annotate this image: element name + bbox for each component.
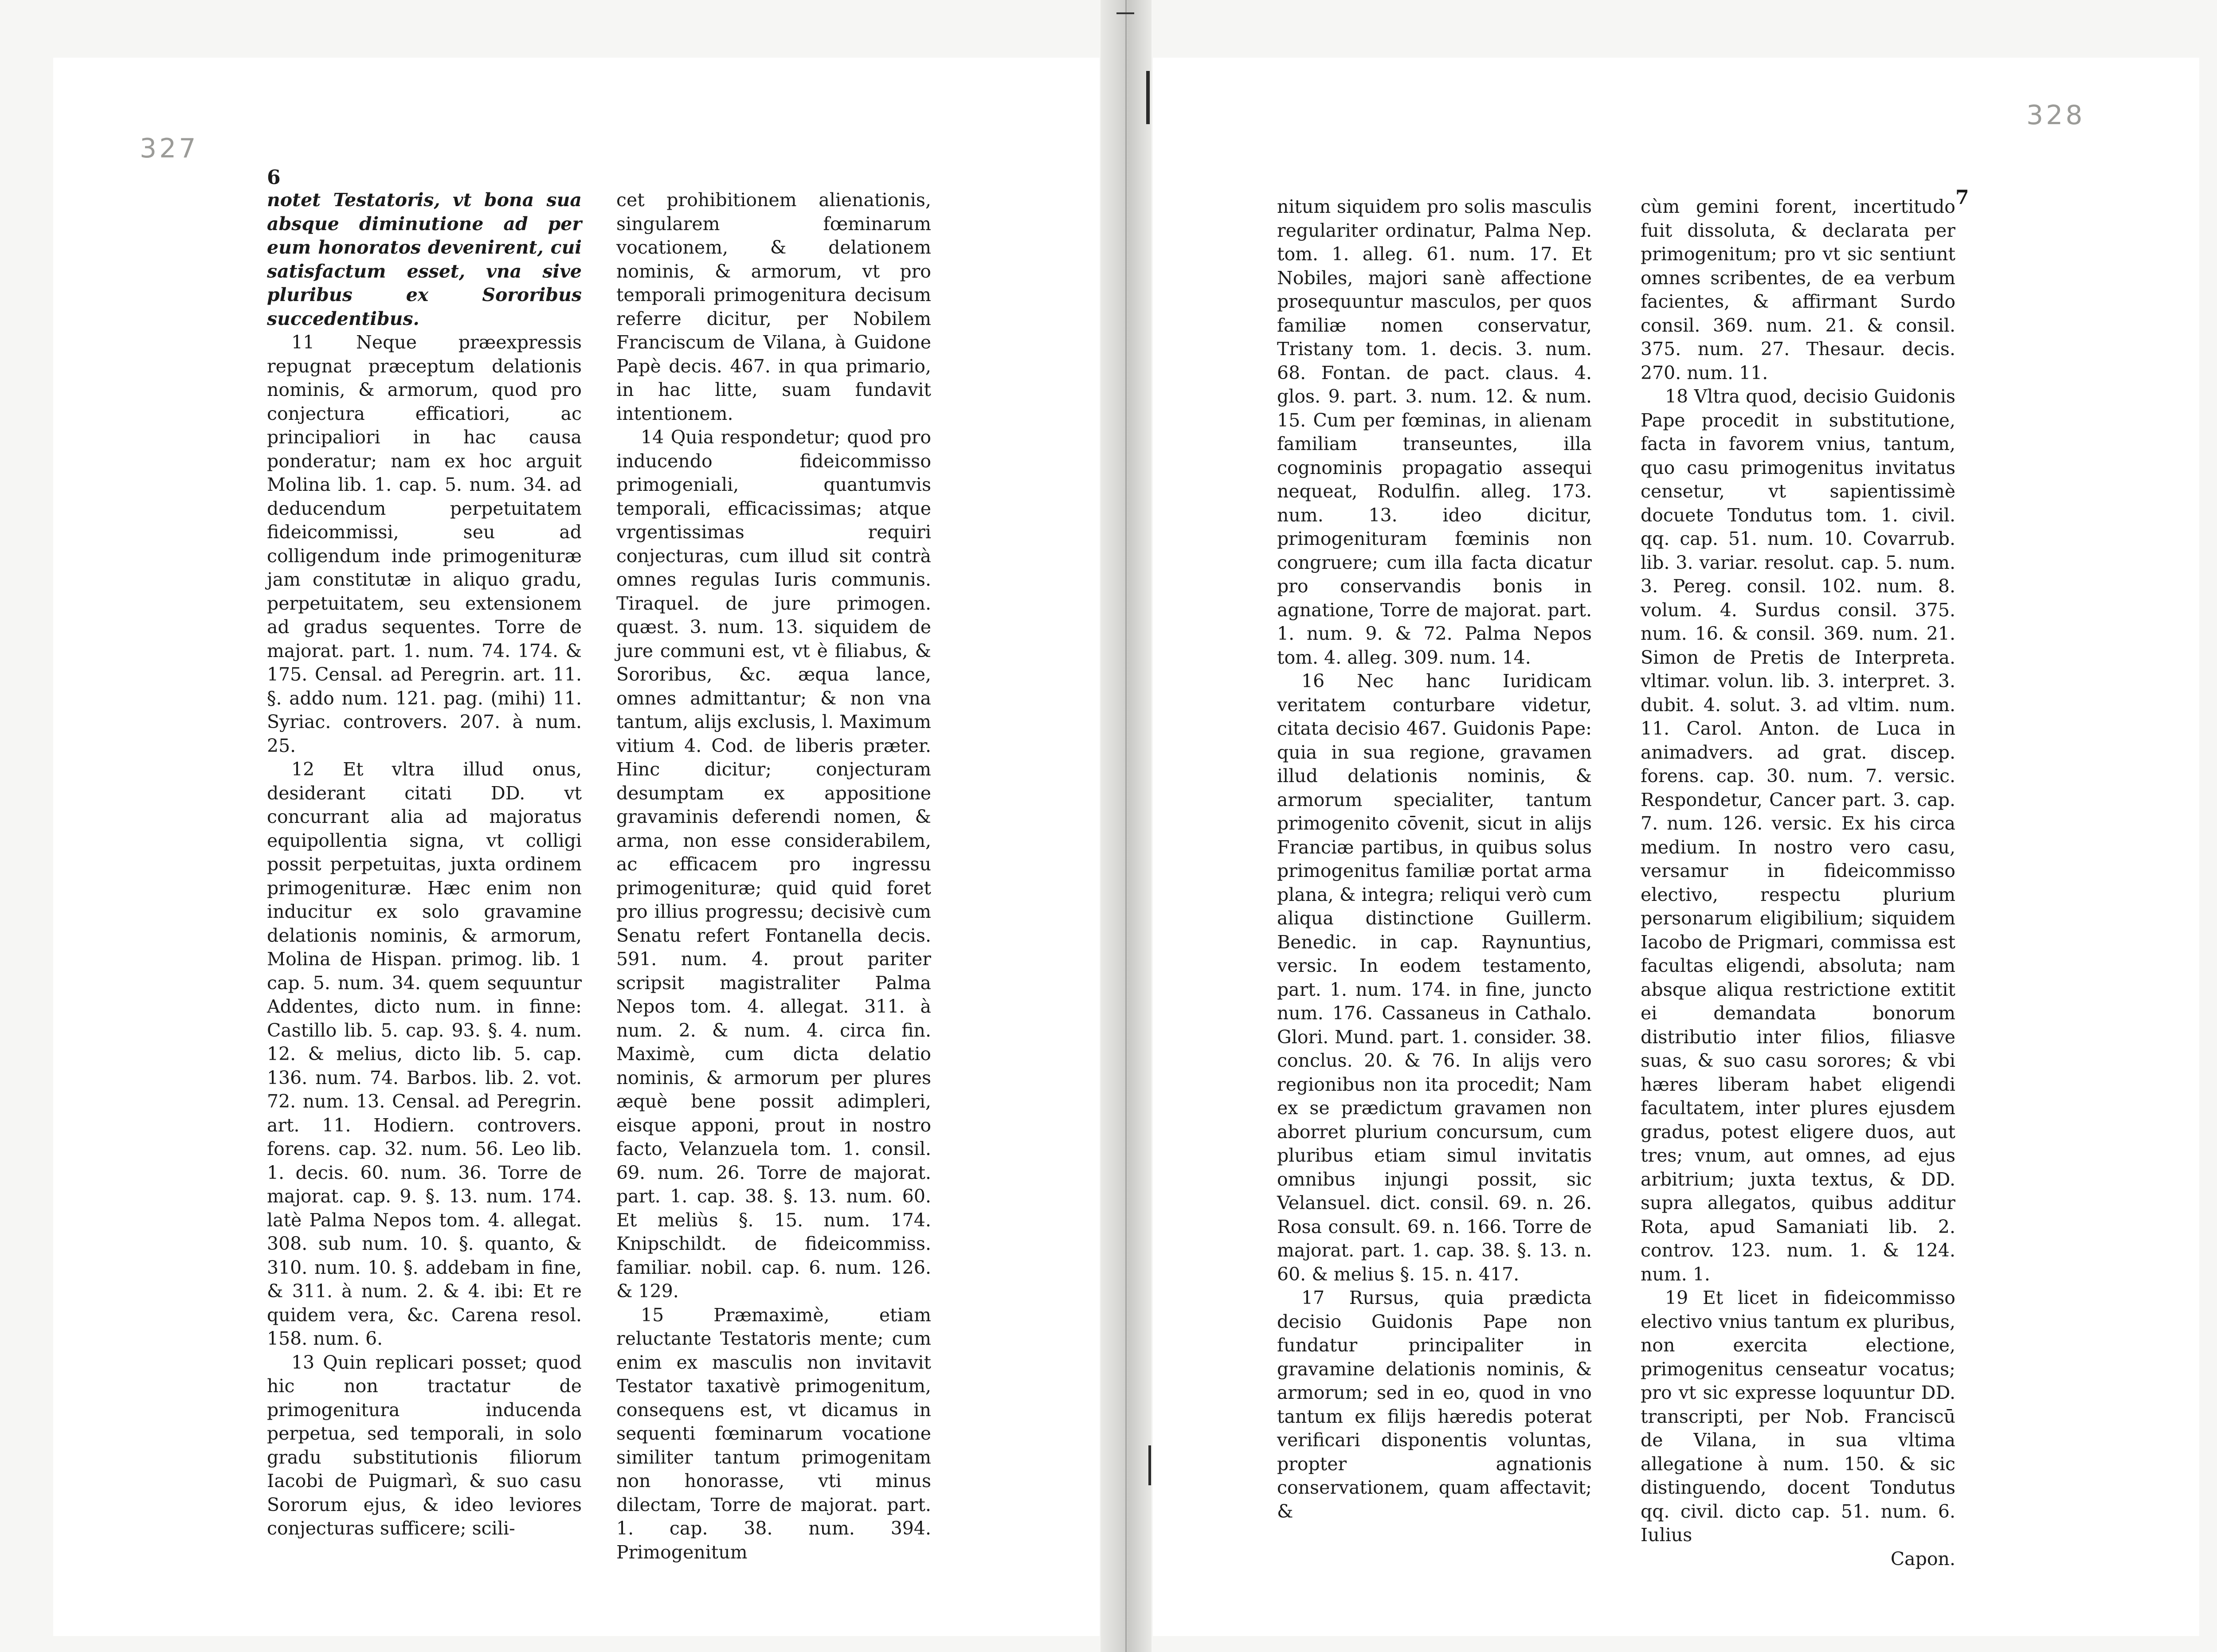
left-column-1 (267, 188, 582, 1541)
right-column-1 (1277, 195, 1592, 1523)
paragraph: 19 Et licet in fideicommisso electivo vnius tantum ex pluribus, non exercita electione, primogenitus censeatur vocatus; pro vt sic expresse loquuntur DD. transcripti, per Nob. Franciscū de Vilana, in sua vltima allegatione à num. 150. & sic distinguendo, docent Tondutus qq. civil. dicto cap. 51. num. 6. Iulius (1641, 1287, 1955, 1546)
right-column-2 (1641, 195, 1955, 1571)
paragraph: 18 Vltra quod, decisio Guidonis Pape procedit in substitutione, facta in favorem vnius, tantum, quo casu primogenitus invitatus censetur, vt sapientissimè docuete Tondutus tom. 1. civil. qq. cap. 51. num. 10. Covarrub. lib. 3. variar. resolut. cap. 5. num. 3. Pereg. consil. 102. num. 8. volum. 4. Surdus consil. 375. num. 16. & consil. 369. num. 21. Simon de Pretis de Interpreta. vltimar. volun. lib. 3. interpret. 3. dubit. 4. solut. 3. ad vltim. num. 11. Carol. Anton. de Luca in animadvers. ad grat. discep. forens. cap. 30. num. 7. versic. Respondetur, Cancer part. 3. cap. 7. num. 126. versic. Ex his circa medium. In nostro vero casu, versamur in fideicommisso electivo, respectu plurium personarum eligibilium; siquidem Iacobo de Prigmari, commissa est facultas eligendi, absoluta; nam absque aliqua restrictione extitit ei demandata bonorum distributio inter filios, filiasve suas, & suo casu sorores; & vbi hæres liberam habet eligendi facultatem, inter plures ejusdem gradus, potest eligere duos, aut tres; vnum, aut omnes, ad ejus arbitrium; juxta textus, & DD. supra allegatos, quibus additur Rota, apud Samaniati lib. 2. controv. 123. num. 1. & 124. num. 1. (1641, 386, 1955, 1285)
page-number-left: 6 (267, 166, 281, 189)
paragraph: 17 Rursus, quia prædicta decisio Guidonis Pape non fundatur principaliter in gravamine delationis nominis, & armorum; sed in eo, quod in vno tantum ex filijs hæredis poterat verificari disponentis voluntas, propter agnationis conservationem, quam affectavit; & (1277, 1287, 1592, 1522)
gutter-blot (1148, 1445, 1151, 1485)
gutter-blot (1146, 71, 1150, 124)
paragraph: cet prohibitionem alienationis, singularem fœminarum vocationem, & delationem nominis, & armorum, vt pro temporali primogenitura decisum referre dicitur, per Nobilem Franciscum de Vilana, à Guidone Papè decis. 467. in qua primario, in hac litte, suam fundavit intentionem. (616, 189, 931, 424)
paragraph: 12 Et vltra illud onus, desiderant citati DD. vt concurrant alia ad majoratus equipollentia signa, vt colligi possit perpetuitas, juxta ordinem primogenituræ. Hæc enim non inducitur ex solo gravamine delationis nominis, & armorum, Molina de Hispan. primog. lib. 1 cap. 5. num. 34. quem sequuntur Addentes, dicto num. in finne: Castillo lib. 5. cap. 93. §. 4. num. 12. & melius, dicto lib. 5. cap. 136. num. 74. Barbos. lib. 2. vot. 72. num. 13. Censal. ad Peregrin. art. 11. Hodiern. controvers. forens. cap. 32. num. 56. Leo lib. 1. decis. 60. num. 36. Torre de majorat. cap. 9. §. 13. num. 174. latè Palma Nepos tom. 4. allegat. 308. sub num. 10. §. quanto, & 310. num. 10. §. addebam in fine, & 311. à num. 2. & 4. ibi: Et re quidem vera, &c. Carena resol. 158. num. 6. (267, 759, 582, 1349)
paragraph: 13 Quin replicari posset; quod hic non tractatur de primogenitura inducenda perpetua, sed temporali, in solo gradu substitutionis filiorum Iacobi de Puigmarì, & suo casu Sororum ejus, & ideo leviores conjecturas sufficere; scili- (267, 1351, 582, 1539)
catchword: Capon. (1890, 1548, 1955, 1570)
handwritten-folio-left: 327 (140, 133, 199, 164)
paragraph: notet Testatoris, vt bona sua absque diminutione ad per eum honoratos devenirent, cui satisfactum esset, vna sive pluribus ex Sororibus succedentibus. (267, 189, 582, 329)
paragraph: cùm gemini forent, incertitudo fuit dissoluta, & declarata per primogenitum; pro vt sic sentiunt omnes scribentes, de ea verbum facientes, & affirmant Surdo consil. 369. num. 21. & consil. 375. num. 27. Thesaur. decis. 270. num. 11. (1641, 196, 1955, 384)
paragraph: 16 Nec hanc Iuridicam veritatem conturbare videtur, citata decisio 467. Guidonis Pape: quia in sua regione, gravamen illud delationis nominis, & armorum specialiter, tantum primogenito cōvenit, sicut in alijs Franciæ partibus, in quibus solus primogenitus familiæ portat arma plana, & integra; reliqui verò cum aliqua distinctione Guillerm. Benedic. in cap. Raynuntius, versic. In eodem testamento, part. 1. num. 174. in fine, juncto num. 176. Cassaneus in Cathalo. Glori. Mund. part. 1. consider. 38. conclus. 20. & 76. In alijs vero regionibus non ita procedit; Nam ex se prædictum gravamen non aborret plurium concursum, cum pluribus etiam simul invitatis omnibus injungi possit, sic Velansuel. dict. consil. 69. n. 26. Rosa consult. 69. n. 166. Torre de majorat. part. 1. cap. 38. §. 13. n. 60. & melius §. 15. n. 417. (1277, 670, 1592, 1285)
handwritten-folio-right: 328 (2026, 100, 2085, 131)
paragraph: nitum siquidem pro solis masculis regulariter ordinatur, Palma Nep. tom. 1. alleg. 61. num. 17. Et Nobiles, majori sanè affectione prosequuntur masculos, per quos familiæ nomen conservatur, Tristany tom. 1. decis. 3. num. 68. Fontan. de pact. claus. 4. glos. 9. part. 3. num. 12. & num. 15. Cum per fœminas, in alienam familiam transeuntes, illa cognominis propagatio assequi nequeat, Rodulfin. alleg. 173. num. 13. ideo dicitur, primogenituram fœminis non congruere; cum illa facta dicatur pro conservandis bonis in agnatione, Torre de majorat. part. 1. num. 9. & 72. Palma Nepos tom. 4. alleg. 309. num. 14. (1277, 196, 1592, 668)
page-number-right: 7 (1955, 186, 1969, 209)
left-column-2 (616, 188, 931, 1564)
paragraph: 14 Quia respondetur; quod pro inducendo fideicommisso primogeniali, quantumvis temporali, efficacissimas; atque vrgentissimas requiri conjecturas, cum illud sit contrà omnes regulas Iuris communis. Tiraquel. de jure primogen. quæst. 3. num. 13. siquidem de jure communi est, vt è filiabus, & Sororibus, &c. æqua lance, omnes admittantur; & non vna tantum, alijs exclusis, l. Maximum vitium 4. Cod. de liberis præter. Hinc dicitur; conjecturam desumptam ex appositione gravaminis deferendi nomen, & arma, non esse considerabilem, ac efficacem pro ingressu primogenituræ; quid quid foret pro illius progressu; decisivè cum Senatu refert Fontanella decis. 591. num. 4. prout pariter scripsit magistraliter Palma Nepos tom. 4. allegat. 311. à num. 2. & num. 4. circa fin. Maximè, cum dicta delatio nominis, & armorum per plures æquè bene possit adimpleri, eisque apponi, prout in nostro facto, Velanzuela tom. 1. consil. 69. num. 26. Torre de majorat. part. 1. cap. 38. §. 13. num. 60. Et meliùs §. 15. num. 174. Knipschildt. de fideicommiss. familiar. nobil. cap. 6. num. 126. & 129. (616, 427, 931, 1302)
paragraph: 11 Neque præexpressis repugnat præceptum delationis nominis, & armorum, quod pro conjectura efficatiori, ac principaliori in hac causa ponderatur; nam ex hoc arguit Molina lib. 1. cap. 5. num. 34. ad deducendum perpetuitatem fideicommissi, seu ad colligendum inde primogenituræ jam constitutæ in aliquo gradu, perpetuitatem, seu extensionem ad gradus sequentes. Torre de majorat. part. 1. num. 74. 174. & 175. Censal. ad Peregrin. art. 11. §. addo num. 121. pag. (mihi) 11. Syriac. controvers. 207. à num. 25. (267, 332, 582, 756)
fold-mark (1116, 12, 1134, 14)
fold-line (1125, 0, 1127, 1652)
paragraph: 15 Præmaximè, etiam reluctante Testatoris mente; cum enim ex masculis non invitavit Testator taxativè primogenitum, consequens est, vt dicamus in sequenti fœminarum vocatione similiter tantum primogenitam non honorasse, vti minus dilectam, Torre de majorat. part. 1. cap. 38. num. 394. Primogenitum (616, 1304, 931, 1563)
